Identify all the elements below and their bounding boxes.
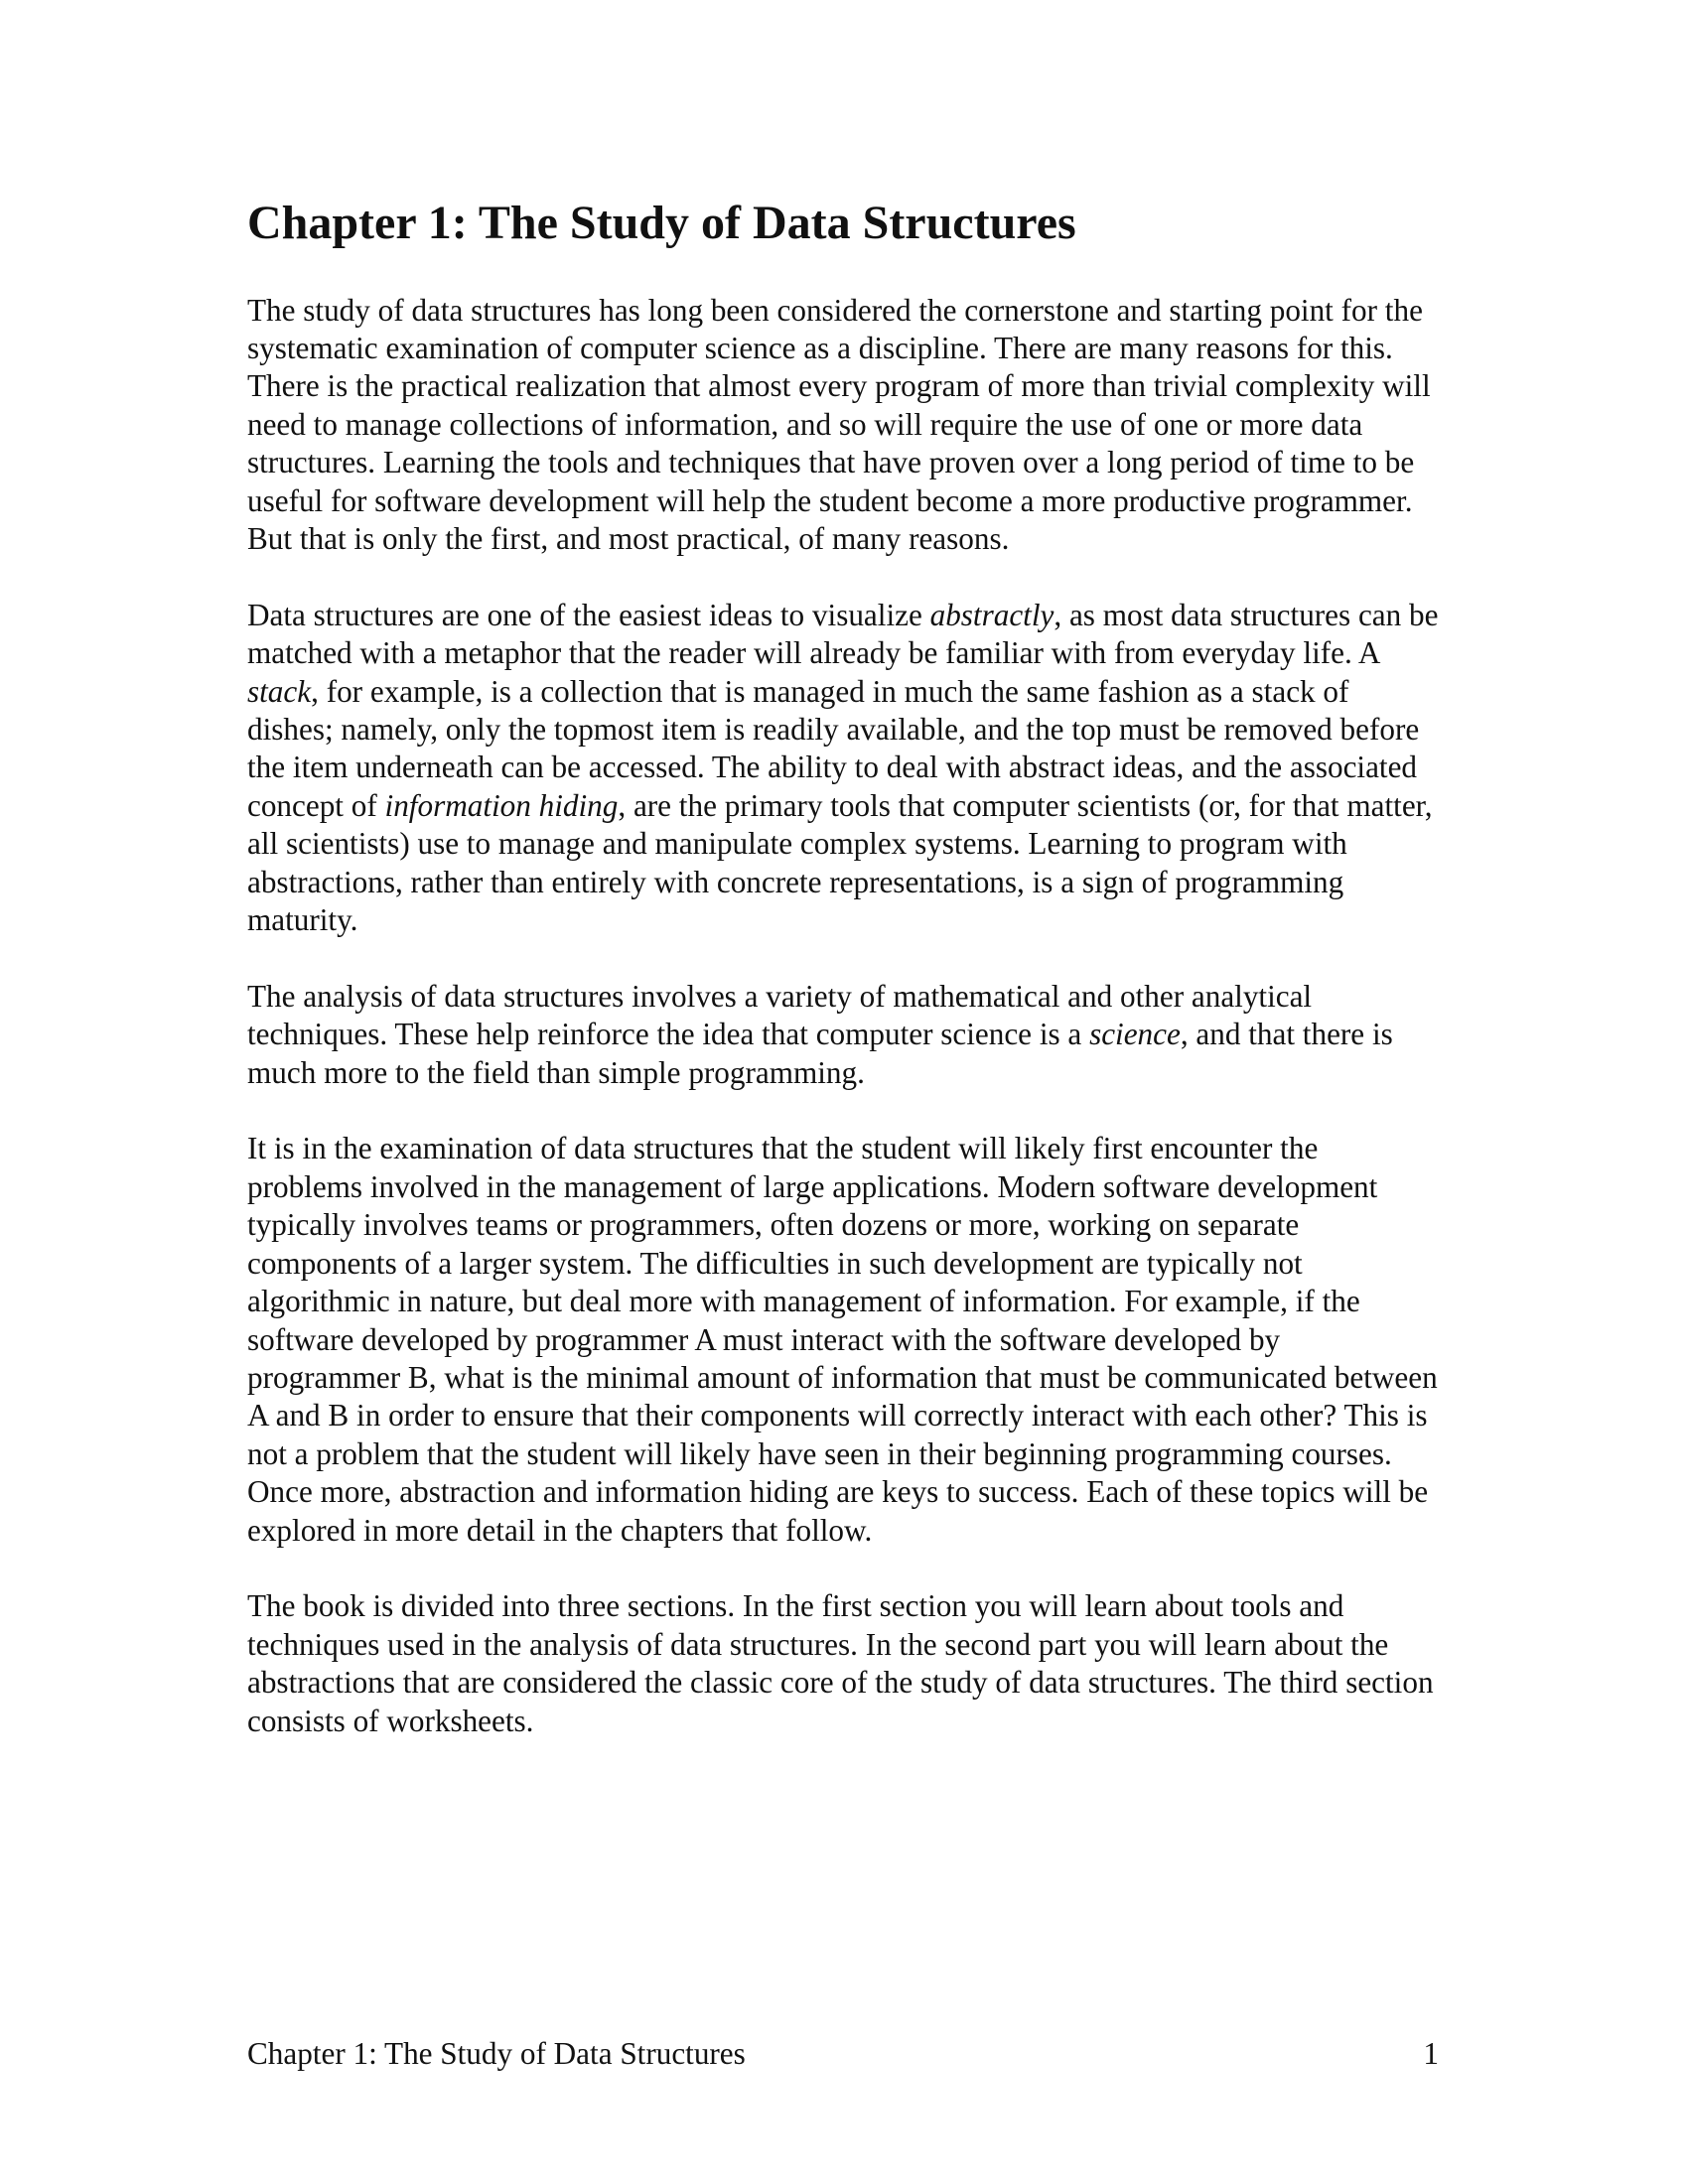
body-text [247, 292, 1439, 1740]
text-run: Data structures are one of the easiest ideas to visualize [247, 597, 930, 632]
page-footer [247, 2035, 1439, 2075]
page-number: 1 [1423, 2036, 1439, 2071]
text-run: , for example, is a collection that is managed in much the same fashion as a stack of dishes; namely, only the topmost item is readily available, and the top must be removed before the item underneath can be accessed. The ability to deal with abstract ideas, and the associated concept of [247, 673, 1420, 823]
paragraph [247, 1130, 1439, 1549]
text-run: , are the primary tools that computer scientists (or, for that matter, all scientists) use to manage and manipulate complex systems. Learning to program with abstractions, rather than entirely with concrete representations, is a sign of programming maturity. [247, 787, 1433, 938]
text-run: It is in the examination of data structures that the student will likely first encounter the problems involved in the management of large applications. Modern software development typically involves teams or programmers, often dozens or more, working on separate components of a larger system. The difficulties in such development are typically not algorithmic in nature, but deal more with management of information. For example, if the software developed by programmer A must interact with the software developed by programmer B, what is the minimal amount of information that must be communicated between A and B in order to ensure that their components will correctly interact with each other? This is not a problem that the student will likely have seen in their beginning programming courses. Once more, abstraction and information hiding are keys to success. Each of these topics will be explored in more detail in the chapters that follow. [247, 1131, 1438, 1548]
text-run: , as most data structures can be matched with a metaphor that the reader will already be familiar with from everyday life. A [247, 597, 1439, 671]
chapter-title: Chapter 1: The Study of Data Structures [247, 197, 1076, 249]
paragraph [247, 978, 1439, 1092]
emphasized-term: science [1089, 1017, 1181, 1052]
text-run: The book is divided into three sections. In the first section you will learn about tools and techniques used in the analysis of data structures. In the second part you will learn about the abstractions that are considered the classic core of the study of data structures. The third section consists of worksheets. [247, 1588, 1434, 1738]
text-run: The study of data structures has long been considered the cornerstone and starting point for the systematic examination of computer science as a discipline. There are many reasons for this. There is the practical realization that almost every program of more than trivial complexity will need to manage collections of information, and so will require the use of one or more data structures. Learning the tools and techniques that have proven over a long period of time to be useful for software development will help the student become a more productive programmer. But that is only the first, and most practical, of many reasons. [247, 292, 1431, 557]
footer-chapter-title: Chapter 1: The Study of Data Structures [247, 2036, 746, 2071]
emphasized-term: information hiding [384, 787, 619, 823]
page-content [247, 195, 1439, 1778]
emphasized-term: abstractly [929, 597, 1055, 632]
text-run: The analysis of data structures involves a variety of mathematical and other analytical techniques. These help reinforce the idea that computer science is a [247, 978, 1313, 1052]
paragraph [247, 597, 1439, 940]
paragraph [247, 1587, 1439, 1740]
emphasized-term: stack [247, 673, 312, 709]
text-run: , and that there is much more to the field than simple programming. [247, 1017, 1393, 1090]
paragraph [247, 292, 1439, 559]
